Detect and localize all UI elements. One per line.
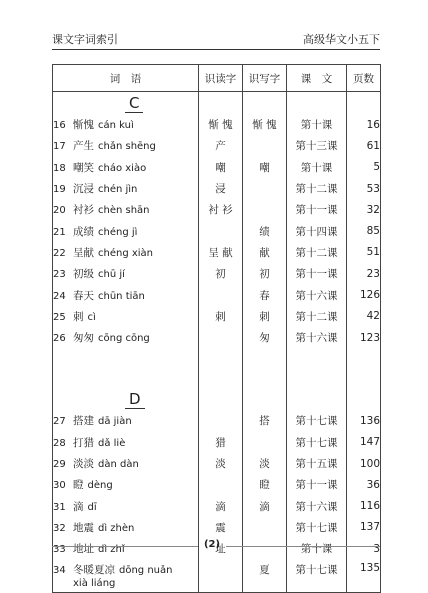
header-title-left: 课文字词索引 xyxy=(52,33,118,46)
lesson-cell: 第十二课 xyxy=(287,178,347,199)
read-char-cell: 产 xyxy=(199,135,243,156)
write-char-cell: 滴 xyxy=(243,495,287,516)
lesson-cell: 第十七课 xyxy=(287,410,347,431)
read-char-cell xyxy=(199,474,243,495)
entry-word: 地址 xyxy=(73,543,94,556)
read-char-cell: 呈 献 xyxy=(199,242,243,263)
lesson-cell: 第十七课 xyxy=(287,559,347,593)
read-char-cell: 震 xyxy=(199,517,243,538)
col-header-read: 识读字 xyxy=(199,65,243,92)
word-cell xyxy=(53,178,199,199)
entry-number: 31 xyxy=(53,501,66,513)
write-char-cell xyxy=(243,199,287,220)
page-cell: 5 xyxy=(347,157,381,178)
write-char-cell: 夏 xyxy=(243,559,287,593)
section-letter: D xyxy=(125,390,145,409)
entry-word: 沉浸 xyxy=(73,183,94,196)
page-cell: 51 xyxy=(347,242,381,263)
write-char-cell xyxy=(243,178,287,199)
read-char-cell: 嘲 xyxy=(199,157,243,178)
word-cell xyxy=(53,432,199,453)
empty-cell xyxy=(199,92,243,115)
word-cell xyxy=(53,327,199,348)
page-cell: 53 xyxy=(347,178,381,199)
read-char-cell: 淡 xyxy=(199,453,243,474)
entry-pinyin: chén jìn xyxy=(98,184,138,196)
word-index-table xyxy=(52,64,381,593)
read-char-cell: 猎 xyxy=(199,432,243,453)
write-char-cell xyxy=(243,538,287,559)
empty-cell xyxy=(287,348,347,368)
empty-cell xyxy=(199,348,243,368)
empty-cell xyxy=(199,388,243,410)
write-char-cell: 惭 愧 xyxy=(243,114,287,135)
section-letter-cell xyxy=(53,92,199,115)
entry-number: 26 xyxy=(53,333,66,345)
table-row xyxy=(53,284,381,305)
footer-rule-right xyxy=(226,546,380,547)
lesson-cell: 第十六课 xyxy=(287,284,347,305)
entry-pinyin-line2: xià liáng xyxy=(73,578,116,590)
col-header-write: 识写字 xyxy=(243,65,287,92)
entry-word: 衬衫 xyxy=(73,204,94,217)
entry-number: 22 xyxy=(53,247,66,259)
entry-word: 嘲笑 xyxy=(73,161,94,174)
page-cell: 116 xyxy=(347,495,381,516)
table-row xyxy=(53,135,381,156)
entry-word: 地震 xyxy=(73,521,94,534)
page-cell: 23 xyxy=(347,263,381,284)
entry-number: 27 xyxy=(53,416,66,428)
write-char-cell: 匆 xyxy=(243,327,287,348)
empty-cell xyxy=(243,388,287,410)
lesson-cell: 第十一课 xyxy=(287,474,347,495)
entry-number: 17 xyxy=(53,141,66,153)
entry-word: 瞪 xyxy=(73,479,84,492)
entry-pinyin: chūn tiān xyxy=(98,290,145,302)
entry-number: 28 xyxy=(53,437,66,449)
entry-pinyin: dōng nuǎn xyxy=(119,565,173,577)
entry-number: 33 xyxy=(53,544,66,556)
page-number: (2) xyxy=(203,539,221,550)
table-row xyxy=(53,263,381,284)
entry-word: 滴 xyxy=(73,500,84,513)
empty-cell xyxy=(347,368,381,388)
page-cell: 61 xyxy=(347,135,381,156)
entry-pinyin: dā jiàn xyxy=(98,416,132,428)
entry-number: 34 xyxy=(53,565,66,577)
lesson-cell: 第十七课 xyxy=(287,517,347,538)
entry-number: 25 xyxy=(53,311,66,323)
empty-cell xyxy=(287,388,347,410)
header-title-right: 高级华文小五下 xyxy=(303,33,380,46)
page-cell: 137 xyxy=(347,517,381,538)
page-cell: 126 xyxy=(347,284,381,305)
lesson-cell: 第十四课 xyxy=(287,220,347,241)
entry-word: 冬暖夏凉 xyxy=(73,564,115,577)
word-cell xyxy=(53,199,199,220)
read-char-cell: 浸 xyxy=(199,178,243,199)
read-char-cell xyxy=(199,410,243,431)
page-cell: 100 xyxy=(347,453,381,474)
entry-pinyin: chéng xiàn xyxy=(98,247,154,259)
entry-pinyin: cì xyxy=(87,311,96,323)
read-char-cell: 惭 愧 xyxy=(199,114,243,135)
empty-cell xyxy=(347,348,381,368)
word-cell xyxy=(53,410,199,431)
read-char-cell: 初 xyxy=(199,263,243,284)
entry-word: 呈献 xyxy=(73,246,94,259)
lesson-cell: 第十二课 xyxy=(287,306,347,327)
table-row xyxy=(53,178,381,199)
entry-pinyin: cōng cōng xyxy=(98,333,150,345)
lesson-cell: 第十课 xyxy=(287,538,347,559)
page-cell: 135 xyxy=(347,559,381,593)
lesson-cell: 第十课 xyxy=(287,157,347,178)
spacer-row xyxy=(53,368,381,388)
empty-cell xyxy=(243,368,287,388)
word-cell xyxy=(53,495,199,516)
table-row xyxy=(53,242,381,263)
write-char-cell: 搭 xyxy=(243,410,287,431)
entry-pinyin: chǎn shēng xyxy=(98,141,156,153)
page-cell: 36 xyxy=(347,474,381,495)
empty-cell xyxy=(243,92,287,115)
table-row xyxy=(53,559,381,593)
table-row xyxy=(53,220,381,241)
table-row xyxy=(53,327,381,348)
write-char-cell xyxy=(243,432,287,453)
empty-cell xyxy=(287,368,347,388)
empty-cell xyxy=(199,368,243,388)
entry-word: 搭建 xyxy=(73,415,94,428)
entry-word: 匆匆 xyxy=(73,332,94,345)
lesson-cell: 第十一课 xyxy=(287,263,347,284)
read-char-cell xyxy=(199,284,243,305)
entry-number: 30 xyxy=(53,480,66,492)
entry-number: 18 xyxy=(53,162,66,174)
page-cell: 32 xyxy=(347,199,381,220)
word-cell xyxy=(53,517,199,538)
col-header-word: 词 语 xyxy=(53,65,199,92)
page-cell: 136 xyxy=(347,410,381,431)
lesson-cell: 第十五课 xyxy=(287,453,347,474)
table-header-row xyxy=(53,65,381,92)
write-char-cell xyxy=(243,135,287,156)
page-cell: 123 xyxy=(347,327,381,348)
entry-word: 成绩 xyxy=(73,225,94,238)
table-row xyxy=(53,495,381,516)
entry-pinyin: dèng xyxy=(87,480,113,492)
word-cell xyxy=(53,453,199,474)
entry-number: 19 xyxy=(53,184,66,196)
table-row xyxy=(53,453,381,474)
word-cell xyxy=(53,474,199,495)
write-char-cell: 绩 xyxy=(243,220,287,241)
entry-word: 春天 xyxy=(73,289,94,302)
write-char-cell xyxy=(243,517,287,538)
section-letter-cell xyxy=(53,388,199,410)
entry-pinyin: chū jí xyxy=(98,269,125,281)
write-char-cell: 淡 xyxy=(243,453,287,474)
entry-number: 21 xyxy=(53,226,66,238)
entry-pinyin: cháo xiào xyxy=(98,162,147,174)
write-char-cell: 刺 xyxy=(243,306,287,327)
empty-cell xyxy=(287,92,347,115)
word-cell xyxy=(53,220,199,241)
page-cell: 42 xyxy=(347,306,381,327)
entry-pinyin: cán kuì xyxy=(98,120,134,132)
section-letter-row xyxy=(53,388,381,410)
section-letter: C xyxy=(125,94,143,113)
entry-pinyin: chèn shān xyxy=(98,205,150,217)
empty-cell xyxy=(347,92,381,115)
read-char-cell: 刺 xyxy=(199,306,243,327)
entry-word: 刺 xyxy=(73,310,84,323)
table-row xyxy=(53,114,381,135)
entry-pinyin: chéng jì xyxy=(98,226,138,238)
word-cell xyxy=(53,559,199,593)
table-row xyxy=(53,410,381,431)
write-char-cell: 瞪 xyxy=(243,474,287,495)
read-char-cell: 滴 xyxy=(199,495,243,516)
write-char-cell: 嘲 xyxy=(243,157,287,178)
word-cell xyxy=(53,114,199,135)
lesson-cell: 第十一课 xyxy=(287,199,347,220)
lesson-cell: 第十课 xyxy=(287,114,347,135)
table-row xyxy=(53,517,381,538)
entry-number: 32 xyxy=(53,522,66,534)
entry-word: 打猎 xyxy=(73,436,94,449)
page-cell: 16 xyxy=(347,114,381,135)
entry-word: 产生 xyxy=(73,140,94,153)
entry-pinyin: dì zhèn xyxy=(98,522,135,534)
col-header-page: 页数 xyxy=(347,65,381,92)
word-cell xyxy=(53,284,199,305)
entry-word: 初级 xyxy=(73,268,94,281)
table-row xyxy=(53,474,381,495)
entry-pinyin: dī xyxy=(87,501,97,513)
spacer-row xyxy=(53,348,381,368)
table-row xyxy=(53,432,381,453)
footer-rule-left xyxy=(52,546,198,547)
empty-cell xyxy=(53,368,199,388)
table-row xyxy=(53,157,381,178)
lesson-cell: 第十七课 xyxy=(287,432,347,453)
empty-cell xyxy=(53,348,199,368)
read-char-cell xyxy=(199,559,243,593)
entry-number: 20 xyxy=(53,205,66,217)
write-char-cell: 初 xyxy=(243,263,287,284)
word-cell xyxy=(53,306,199,327)
page-cell: 147 xyxy=(347,432,381,453)
empty-cell xyxy=(347,388,381,410)
entry-pinyin: dàn dàn xyxy=(98,459,139,470)
col-header-lesson: 课 文 xyxy=(287,65,347,92)
read-char-cell xyxy=(199,327,243,348)
read-char-cell: 衬 衫 xyxy=(199,199,243,220)
table-row xyxy=(53,199,381,220)
word-cell xyxy=(53,157,199,178)
entry-number: 23 xyxy=(53,269,66,281)
section-letter-row xyxy=(53,92,381,115)
entry-word: 惭愧 xyxy=(73,119,94,132)
entry-word: 淡淡 xyxy=(73,458,94,470)
read-char-cell xyxy=(199,220,243,241)
entry-number: 29 xyxy=(53,459,66,470)
entry-pinyin: dǎ liè xyxy=(98,437,126,449)
word-cell xyxy=(53,135,199,156)
word-cell xyxy=(53,242,199,263)
lesson-cell: 第十二课 xyxy=(287,242,347,263)
write-char-cell: 献 xyxy=(243,242,287,263)
empty-cell xyxy=(243,348,287,368)
entry-number: 16 xyxy=(53,120,66,132)
table-row xyxy=(53,306,381,327)
entry-number: 24 xyxy=(53,290,66,302)
write-char-cell: 春 xyxy=(243,284,287,305)
word-cell xyxy=(53,263,199,284)
table-body xyxy=(53,92,381,593)
lesson-cell: 第十六课 xyxy=(287,327,347,348)
page-cell: 3 xyxy=(347,538,381,559)
lesson-cell: 第十三课 xyxy=(287,135,347,156)
header-rule xyxy=(52,49,380,50)
read-char-cell: 址 xyxy=(199,538,243,559)
word-cell xyxy=(53,538,199,559)
lesson-cell: 第十六课 xyxy=(287,495,347,516)
page-cell: 85 xyxy=(347,220,381,241)
entry-pinyin: dì zhǐ xyxy=(98,544,125,556)
